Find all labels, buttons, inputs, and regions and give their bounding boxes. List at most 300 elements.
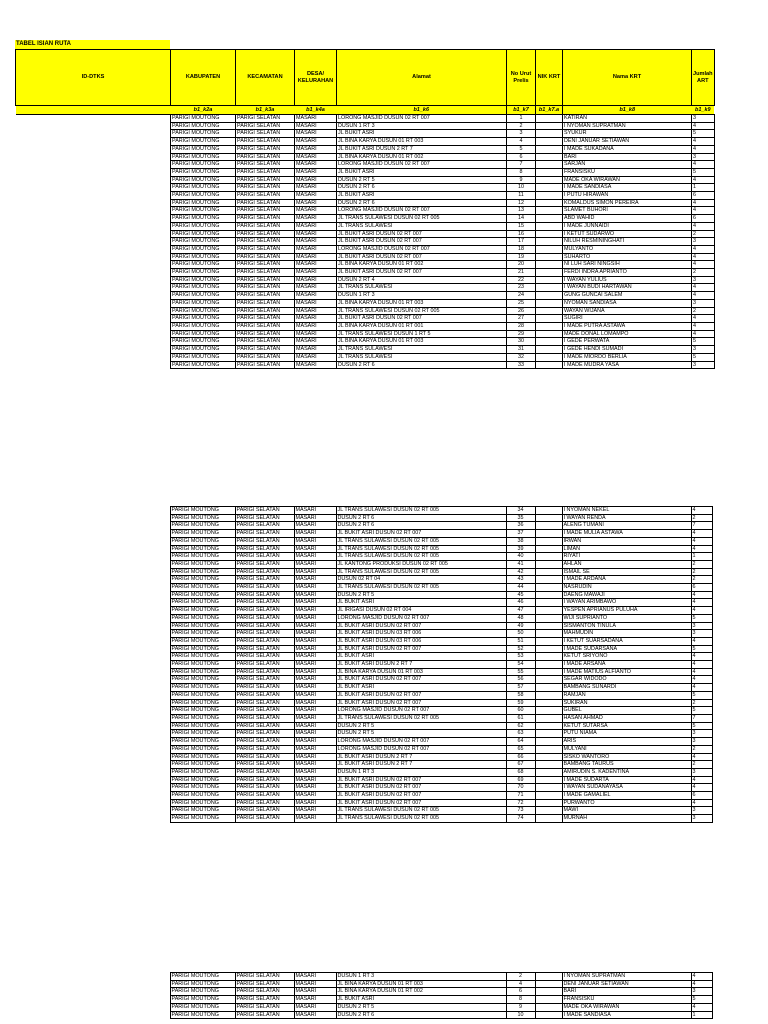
cell-nama-krt: I MADE ARDANA bbox=[562, 576, 691, 584]
cell-kecamatan: PARIGI SELATAN bbox=[236, 115, 295, 123]
cell-id-dtks bbox=[16, 130, 171, 138]
cell-nama-krt: IRWAN bbox=[562, 537, 691, 545]
cell-nama-krt: I GEDE PERWATA bbox=[563, 338, 692, 346]
cell-kabupaten: PARIGI MOUTONG bbox=[170, 980, 235, 988]
cell-kecamatan: PARIGI SELATAN bbox=[235, 545, 294, 553]
cell-jumlah-art: 2 bbox=[691, 761, 712, 769]
cell-jumlah-art: 4 bbox=[692, 161, 715, 169]
cell-no-urut: 42 bbox=[506, 568, 535, 576]
cell-kabupaten: PARIGI MOUTONG bbox=[171, 315, 236, 323]
cell-nik-krt bbox=[535, 753, 562, 761]
cell-nik-krt bbox=[535, 730, 562, 738]
cell-id-dtks bbox=[15, 661, 170, 669]
cell-kabupaten: PARIGI MOUTONG bbox=[170, 738, 235, 746]
cell-kabupaten: PARIGI MOUTONG bbox=[170, 553, 235, 561]
cell-jumlah-art: 5 bbox=[692, 130, 715, 138]
cell-kabupaten: PARIGI MOUTONG bbox=[170, 714, 235, 722]
cell-no-urut: 60 bbox=[506, 707, 535, 715]
cell-nama-krt: I WAYAN BUDI HARTAWAN bbox=[563, 284, 692, 292]
cell-nama-krt: SISKO WANTORO bbox=[562, 753, 691, 761]
cell-id-dtks bbox=[16, 261, 171, 269]
table-row bbox=[16, 261, 715, 269]
cell-jumlah-art: 3 bbox=[692, 299, 715, 307]
cell-nama-krt: MURNAH bbox=[562, 815, 691, 823]
cell-no-urut: 9 bbox=[507, 176, 536, 184]
cell-id-dtks bbox=[15, 584, 170, 592]
cell-nik-krt bbox=[536, 346, 563, 354]
cell-nik-krt bbox=[535, 1003, 562, 1011]
cell-desa: MASARI bbox=[295, 299, 337, 307]
cell-no-urut: 3 bbox=[507, 130, 536, 138]
cell-id-dtks bbox=[15, 545, 170, 553]
cell-alamat: JL BUKIT ASRI bbox=[336, 653, 506, 661]
cell-jumlah-art: 1 bbox=[691, 1011, 712, 1019]
cell-kabupaten: PARIGI MOUTONG bbox=[171, 353, 236, 361]
cell-alamat: JL IRIGASI DUSUN 02 RT 004 bbox=[336, 607, 506, 615]
header-kabupaten: KABUPATEN bbox=[171, 50, 236, 106]
cell-kabupaten: PARIGI MOUTONG bbox=[171, 238, 236, 246]
table-row bbox=[16, 330, 715, 338]
cell-alamat: JL TRANS SULAWESI bbox=[337, 346, 507, 354]
cell-nama-krt: SLAMET BUHORI bbox=[563, 207, 692, 215]
cell-nama-krt: BAMBANG SUNARDI bbox=[562, 684, 691, 692]
table-row bbox=[16, 176, 715, 184]
cell-kecamatan: PARIGI SELATAN bbox=[235, 776, 294, 784]
cell-nik-krt bbox=[535, 996, 562, 1004]
cell-jumlah-art: 4 bbox=[691, 507, 712, 515]
cell-kabupaten: PARIGI MOUTONG bbox=[171, 122, 236, 130]
cell-alamat: JL BINA KARYA DUSUN 01 RT 003 bbox=[336, 668, 506, 676]
cell-alamat: JL BUKIT ASRI DUSUN 02 RT 007 bbox=[337, 269, 507, 277]
cell-kecamatan: PARIGI SELATAN bbox=[236, 230, 295, 238]
cell-no-urut: 13 bbox=[507, 207, 536, 215]
cell-alamat: JL BUKIT ASRI DUSUN 02 RT 007 bbox=[336, 784, 506, 792]
cell-kecamatan: PARIGI SELATAN bbox=[235, 530, 294, 538]
cell-nik-krt bbox=[536, 261, 563, 269]
cell-no-urut: 14 bbox=[507, 215, 536, 223]
cell-no-urut: 37 bbox=[506, 530, 535, 538]
table-row bbox=[15, 980, 712, 988]
cell-desa: MASARI bbox=[294, 545, 336, 553]
cell-kabupaten: PARIGI MOUTONG bbox=[170, 607, 235, 615]
table-row bbox=[15, 668, 712, 676]
table-row bbox=[15, 1003, 712, 1011]
table-row bbox=[16, 322, 715, 330]
cell-nama-krt: SISMANTON TINULA bbox=[562, 622, 691, 630]
cell-desa: MASARI bbox=[294, 568, 336, 576]
cell-kecamatan: PARIGI SELATAN bbox=[236, 361, 295, 369]
cell-alamat: DUSUN 2 RT 6 bbox=[337, 361, 507, 369]
cell-desa: MASARI bbox=[295, 315, 337, 323]
header-kecamatan: KECAMATAN bbox=[236, 50, 295, 106]
cell-no-urut: 54 bbox=[506, 661, 535, 669]
cell-kecamatan: PARIGI SELATAN bbox=[235, 799, 294, 807]
cell-alamat: JL BUKIT ASRI DUSUN 02 RT 007 bbox=[337, 238, 507, 246]
cell-jumlah-art: 3 bbox=[692, 361, 715, 369]
cell-id-dtks bbox=[16, 238, 171, 246]
cell-jumlah-art: 2 bbox=[692, 307, 715, 315]
cell-kabupaten: PARIGI MOUTONG bbox=[170, 537, 235, 545]
cell-alamat: DUSUN 2 RT 6 bbox=[336, 514, 506, 522]
cell-no-urut: 73 bbox=[506, 807, 535, 815]
cell-kecamatan: PARIGI SELATAN bbox=[236, 253, 295, 261]
table-row bbox=[15, 738, 712, 746]
table-row bbox=[15, 661, 712, 669]
cell-kabupaten: PARIGI MOUTONG bbox=[170, 996, 235, 1004]
cell-id-dtks bbox=[16, 215, 171, 223]
cell-alamat: JL BUKIT ASRI bbox=[337, 168, 507, 176]
cell-no-urut: 10 bbox=[507, 184, 536, 192]
cell-nama-krt: FRANSISKU bbox=[563, 168, 692, 176]
code-no-urut: b1_k7 bbox=[507, 106, 536, 115]
cell-nama-krt: I KETUT SUARSADANA bbox=[562, 637, 691, 645]
cell-alamat: JL KANTONG PRODUKSI DUSUN 02 RT 005 bbox=[336, 560, 506, 568]
cell-desa: MASARI bbox=[295, 138, 337, 146]
table-row bbox=[16, 338, 715, 346]
cell-id-dtks bbox=[15, 514, 170, 522]
cell-nama-krt: KETUT SUTARSA bbox=[562, 722, 691, 730]
cell-desa: MASARI bbox=[295, 284, 337, 292]
cell-nik-krt bbox=[536, 330, 563, 338]
cell-no-urut: 39 bbox=[506, 545, 535, 553]
table-row bbox=[15, 776, 712, 784]
cell-kabupaten: PARIGI MOUTONG bbox=[171, 230, 236, 238]
cell-id-dtks bbox=[15, 630, 170, 638]
table-body-page-3 bbox=[15, 973, 712, 1019]
cell-nik-krt bbox=[535, 722, 562, 730]
cell-desa: MASARI bbox=[295, 222, 337, 230]
cell-nik-krt bbox=[536, 122, 563, 130]
cell-id-dtks bbox=[16, 145, 171, 153]
cell-desa: MASARI bbox=[294, 761, 336, 769]
cell-no-urut: 22 bbox=[507, 276, 536, 284]
cell-kecamatan: PARIGI SELATAN bbox=[236, 292, 295, 300]
cell-jumlah-art: 4 bbox=[692, 207, 715, 215]
cell-desa: MASARI bbox=[294, 807, 336, 815]
cell-no-urut: 16 bbox=[507, 230, 536, 238]
cell-jumlah-art: 4 bbox=[691, 676, 712, 684]
cell-desa: MASARI bbox=[294, 591, 336, 599]
cell-alamat: JL BUKIT ASRI DUSUN 02 RT 007 bbox=[336, 691, 506, 699]
cell-kecamatan: PARIGI SELATAN bbox=[235, 707, 294, 715]
cell-id-dtks bbox=[15, 691, 170, 699]
cell-no-urut: 8 bbox=[507, 168, 536, 176]
cell-desa: MASARI bbox=[294, 553, 336, 561]
table-row bbox=[16, 138, 715, 146]
cell-kecamatan: PARIGI SELATAN bbox=[236, 192, 295, 200]
cell-nama-krt: I MADE ARSANA bbox=[562, 661, 691, 669]
cell-alamat: LORONG MASJID DUSUN 02 RT 007 bbox=[336, 707, 506, 715]
cell-jumlah-art: 3 bbox=[692, 153, 715, 161]
cell-desa: MASARI bbox=[295, 261, 337, 269]
cell-kecamatan: PARIGI SELATAN bbox=[235, 784, 294, 792]
cell-jumlah-art: 4 bbox=[691, 684, 712, 692]
cell-kabupaten: PARIGI MOUTONG bbox=[170, 560, 235, 568]
cell-nik-krt bbox=[535, 530, 562, 538]
cell-desa: MASARI bbox=[294, 537, 336, 545]
cell-id-dtks bbox=[15, 722, 170, 730]
cell-no-urut: 49 bbox=[506, 622, 535, 630]
cell-desa: MASARI bbox=[295, 230, 337, 238]
cell-no-urut: 56 bbox=[506, 676, 535, 684]
cell-kabupaten: PARIGI MOUTONG bbox=[171, 330, 236, 338]
cell-alamat: JL TRANS SULAWESI bbox=[337, 353, 507, 361]
cell-id-dtks bbox=[16, 269, 171, 277]
cell-desa: MASARI bbox=[294, 676, 336, 684]
cell-no-urut: 51 bbox=[506, 637, 535, 645]
cell-kecamatan: PARIGI SELATAN bbox=[236, 207, 295, 215]
table-row bbox=[15, 545, 712, 553]
cell-desa: MASARI bbox=[294, 799, 336, 807]
cell-no-urut: 41 bbox=[506, 560, 535, 568]
cell-id-dtks bbox=[15, 684, 170, 692]
table-row bbox=[15, 784, 712, 792]
table-row bbox=[16, 253, 715, 261]
cell-jumlah-art: 4 bbox=[691, 537, 712, 545]
cell-nama-krt: I WAYAN ARIMBAWO bbox=[562, 599, 691, 607]
cell-no-urut: 52 bbox=[506, 645, 535, 653]
cell-jumlah-art: 4 bbox=[691, 599, 712, 607]
cell-alamat: JL BUKIT ASRI DUSUN 03 RT 006 bbox=[336, 637, 506, 645]
cell-nama-krt: DENI JANUAR SETIAWAN bbox=[563, 138, 692, 146]
cell-kabupaten: PARIGI MOUTONG bbox=[171, 192, 236, 200]
cell-no-urut: 21 bbox=[507, 269, 536, 277]
cell-desa: MASARI bbox=[294, 738, 336, 746]
cell-nik-krt bbox=[535, 607, 562, 615]
table-row bbox=[16, 230, 715, 238]
ruta-table-page-3 bbox=[15, 972, 713, 1019]
cell-nama-krt: I MADE SANDIASA bbox=[562, 1011, 691, 1019]
cell-kecamatan: PARIGI SELATAN bbox=[235, 815, 294, 823]
cell-id-dtks bbox=[15, 1003, 170, 1011]
cell-alamat: JL BUKIT ASRI DUSUN 02 RT 007 bbox=[337, 253, 507, 261]
cell-kabupaten: PARIGI MOUTONG bbox=[171, 184, 236, 192]
cell-desa: MASARI bbox=[294, 714, 336, 722]
cell-no-urut: 68 bbox=[506, 768, 535, 776]
cell-nama-krt: GUBEL bbox=[562, 707, 691, 715]
cell-id-dtks bbox=[16, 330, 171, 338]
cell-desa: MASARI bbox=[295, 192, 337, 200]
cell-nik-krt bbox=[536, 307, 563, 315]
cell-nama-krt: I WAYAN RENDA bbox=[562, 514, 691, 522]
cell-desa: MASARI bbox=[295, 161, 337, 169]
cell-alamat: LORONG MASJID DUSUN 02 RT 007 bbox=[337, 245, 507, 253]
cell-kecamatan: PARIGI SELATAN bbox=[235, 1011, 294, 1019]
cell-no-urut: 10 bbox=[506, 1011, 535, 1019]
table-row bbox=[15, 576, 712, 584]
cell-nama-krt: KETUT SRIYONO bbox=[562, 653, 691, 661]
cell-nik-krt bbox=[535, 630, 562, 638]
cell-id-dtks bbox=[15, 738, 170, 746]
cell-kabupaten: PARIGI MOUTONG bbox=[171, 138, 236, 146]
cell-jumlah-art: 4 bbox=[692, 176, 715, 184]
cell-kecamatan: PARIGI SELATAN bbox=[235, 661, 294, 669]
cell-nama-krt: NASRUDIN bbox=[562, 584, 691, 592]
cell-kecamatan: PARIGI SELATAN bbox=[235, 614, 294, 622]
cell-id-dtks bbox=[15, 530, 170, 538]
cell-jumlah-art: 4 bbox=[691, 1003, 712, 1011]
cell-id-dtks bbox=[16, 122, 171, 130]
cell-nama-krt: KATIRAN bbox=[563, 115, 692, 123]
cell-alamat: DUSUN 1 RT 3 bbox=[337, 122, 507, 130]
cell-no-urut: 67 bbox=[506, 761, 535, 769]
cell-alamat: JL BINA KARYA DUSUN 01 RT 002 bbox=[337, 261, 507, 269]
cell-kecamatan: PARIGI SELATAN bbox=[235, 792, 294, 800]
cell-alamat: JL BUKIT ASRI DUSUN 02 RT 007 bbox=[336, 530, 506, 538]
cell-kabupaten: PARIGI MOUTONG bbox=[170, 614, 235, 622]
cell-desa: MASARI bbox=[295, 269, 337, 277]
cell-kecamatan: PARIGI SELATAN bbox=[236, 307, 295, 315]
cell-jumlah-art: 3 bbox=[692, 346, 715, 354]
cell-id-dtks bbox=[16, 292, 171, 300]
cell-id-dtks bbox=[15, 776, 170, 784]
table-row bbox=[16, 145, 715, 153]
cell-jumlah-art: 2 bbox=[692, 269, 715, 277]
code-row bbox=[16, 106, 715, 115]
cell-kecamatan: PARIGI SELATAN bbox=[236, 122, 295, 130]
cell-kecamatan: PARIGI SELATAN bbox=[236, 222, 295, 230]
cell-desa: MASARI bbox=[295, 307, 337, 315]
cell-no-urut: 12 bbox=[507, 199, 536, 207]
cell-alamat: DUSUN 2 RT 5 bbox=[336, 1003, 506, 1011]
cell-no-urut: 55 bbox=[506, 668, 535, 676]
cell-jumlah-art: 6 bbox=[691, 584, 712, 592]
cell-id-dtks bbox=[16, 115, 171, 123]
cell-id-dtks bbox=[15, 568, 170, 576]
table-row bbox=[15, 591, 712, 599]
cell-nik-krt bbox=[535, 553, 562, 561]
cell-nik-krt bbox=[535, 560, 562, 568]
cell-desa: MASARI bbox=[294, 607, 336, 615]
cell-jumlah-art: 7 bbox=[691, 522, 712, 530]
cell-desa: MASARI bbox=[294, 668, 336, 676]
cell-id-dtks bbox=[16, 315, 171, 323]
cell-nama-krt: AHLAN bbox=[562, 560, 691, 568]
cell-nik-krt bbox=[535, 537, 562, 545]
cell-nik-krt bbox=[535, 676, 562, 684]
cell-id-dtks bbox=[15, 807, 170, 815]
cell-kecamatan: PARIGI SELATAN bbox=[235, 599, 294, 607]
table-row bbox=[15, 807, 712, 815]
cell-jumlah-art: 3 bbox=[691, 630, 712, 638]
cell-nama-krt: SYUKUR bbox=[563, 130, 692, 138]
cell-nama-krt: KOMALDUS SIMON PEREIRA bbox=[563, 199, 692, 207]
table-row bbox=[15, 730, 712, 738]
cell-jumlah-art: 5 bbox=[691, 722, 712, 730]
cell-nik-krt bbox=[536, 184, 563, 192]
cell-id-dtks bbox=[16, 253, 171, 261]
header-desa: DESA/ KELURAHAN bbox=[295, 50, 337, 106]
cell-nik-krt bbox=[535, 784, 562, 792]
cell-id-dtks bbox=[15, 591, 170, 599]
table-row bbox=[16, 276, 715, 284]
cell-jumlah-art: 2 bbox=[692, 230, 715, 238]
cell-nik-krt bbox=[535, 980, 562, 988]
cell-alamat: JL BINA KARYA DUSUN 01 RT 003 bbox=[337, 299, 507, 307]
cell-kecamatan: PARIGI SELATAN bbox=[235, 653, 294, 661]
cell-desa: MASARI bbox=[294, 522, 336, 530]
cell-nama-krt: NYOMAN SANDIASA bbox=[563, 299, 692, 307]
table-row bbox=[15, 560, 712, 568]
cell-kabupaten: PARIGI MOUTONG bbox=[170, 745, 235, 753]
cell-jumlah-art: 4 bbox=[691, 637, 712, 645]
cell-nama-krt: PURWANTO bbox=[562, 799, 691, 807]
cell-alamat: JL BINA KARYA DUSUN 01 RT 001 bbox=[337, 322, 507, 330]
cell-no-urut: 50 bbox=[506, 630, 535, 638]
cell-kecamatan: PARIGI SELATAN bbox=[235, 761, 294, 769]
table-row bbox=[15, 699, 712, 707]
table-row bbox=[15, 507, 712, 515]
cell-kecamatan: PARIGI SELATAN bbox=[235, 738, 294, 746]
cell-alamat: JL BINA KARYA DUSUN 01 RT 003 bbox=[337, 138, 507, 146]
cell-kecamatan: PARIGI SELATAN bbox=[236, 168, 295, 176]
cell-nama-krt: DAENG MAWAJI bbox=[562, 591, 691, 599]
cell-kabupaten: PARIGI MOUTONG bbox=[170, 707, 235, 715]
cell-nik-krt bbox=[535, 576, 562, 584]
cell-nama-krt: NILUH RESMININGHATI bbox=[563, 238, 692, 246]
cell-id-dtks bbox=[16, 346, 171, 354]
cell-id-dtks bbox=[15, 699, 170, 707]
cell-no-urut: 6 bbox=[506, 988, 535, 996]
cell-jumlah-art: 3 bbox=[692, 238, 715, 246]
cell-desa: MASARI bbox=[294, 661, 336, 669]
cell-jumlah-art: 4 bbox=[692, 245, 715, 253]
cell-no-urut: 71 bbox=[506, 792, 535, 800]
cell-jumlah-art: 4 bbox=[692, 199, 715, 207]
cell-id-dtks bbox=[16, 161, 171, 169]
cell-desa: MASARI bbox=[294, 1011, 336, 1019]
cell-id-dtks bbox=[16, 207, 171, 215]
cell-nama-krt: MAHMUDIN bbox=[562, 630, 691, 638]
cell-alamat: JL BUKIT ASRI DUSUN 02 RT 007 bbox=[336, 622, 506, 630]
cell-no-urut: 30 bbox=[507, 338, 536, 346]
cell-desa: MASARI bbox=[294, 630, 336, 638]
cell-desa: MASARI bbox=[295, 338, 337, 346]
cell-id-dtks bbox=[15, 560, 170, 568]
cell-kecamatan: PARIGI SELATAN bbox=[235, 745, 294, 753]
header-no-urut: No Urut Prelis bbox=[507, 50, 536, 106]
cell-desa: MASARI bbox=[295, 292, 337, 300]
cell-kecamatan: PARIGI SELATAN bbox=[235, 607, 294, 615]
cell-id-dtks bbox=[16, 138, 171, 146]
table-row bbox=[15, 584, 712, 592]
cell-kabupaten: PARIGI MOUTONG bbox=[170, 799, 235, 807]
cell-jumlah-art: 4 bbox=[691, 753, 712, 761]
cell-no-urut: 72 bbox=[506, 799, 535, 807]
table-row bbox=[16, 184, 715, 192]
cell-kabupaten: PARIGI MOUTONG bbox=[171, 222, 236, 230]
cell-jumlah-art: 7 bbox=[691, 714, 712, 722]
cell-id-dtks bbox=[15, 761, 170, 769]
cell-kecamatan: PARIGI SELATAN bbox=[235, 730, 294, 738]
cell-nama-krt: ISMAIL SE bbox=[562, 568, 691, 576]
cell-desa: MASARI bbox=[294, 653, 336, 661]
cell-nik-krt bbox=[536, 276, 563, 284]
cell-alamat: JL BUKIT ASRI DUSUN 02 RT 007 bbox=[336, 799, 506, 807]
table-row bbox=[15, 622, 712, 630]
cell-kabupaten: PARIGI MOUTONG bbox=[170, 622, 235, 630]
cell-nik-krt bbox=[535, 1011, 562, 1019]
cell-id-dtks bbox=[16, 192, 171, 200]
cell-nama-krt: AMIRUDIN S. KADENTINA bbox=[562, 768, 691, 776]
cell-alamat: JL TRANS SULAWESI DUSUN 02 RT 005 bbox=[336, 815, 506, 823]
cell-kabupaten: PARIGI MOUTONG bbox=[170, 568, 235, 576]
cell-kecamatan: PARIGI SELATAN bbox=[236, 199, 295, 207]
cell-desa: MASARI bbox=[295, 145, 337, 153]
cell-jumlah-art: 5 bbox=[691, 691, 712, 699]
cell-jumlah-art: 3 bbox=[691, 815, 712, 823]
cell-id-dtks bbox=[15, 668, 170, 676]
